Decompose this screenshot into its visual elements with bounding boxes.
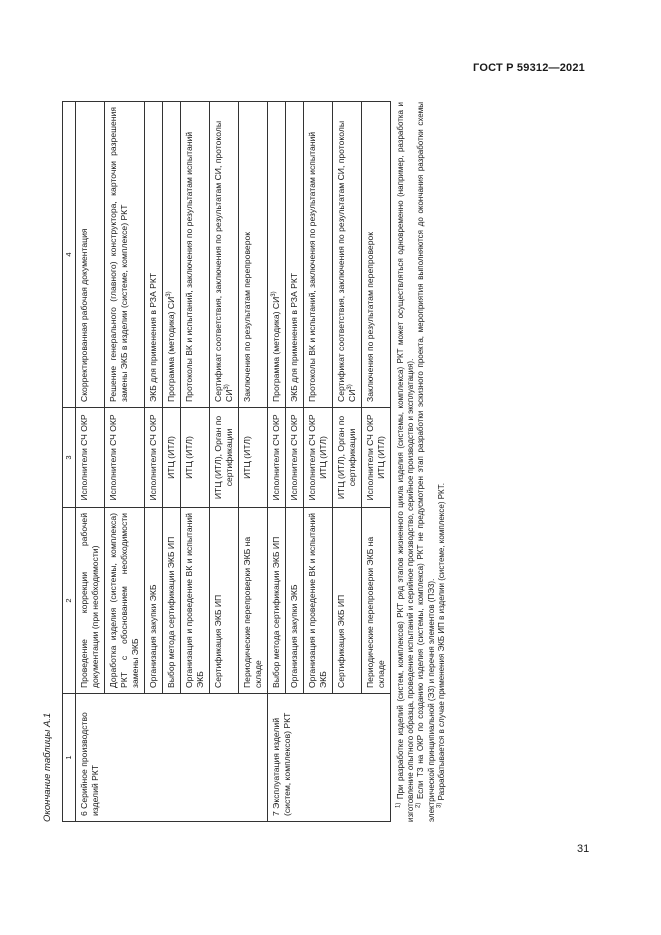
executor-cell: Исполнители СЧ ОКР ИТЦ (ИТЛ) — [304, 408, 333, 508]
table-a1 — [62, 101, 391, 822]
result-cell — [163, 102, 181, 408]
column-header: 2 — [63, 508, 76, 694]
work-cell: Сертификация ЭКБ ИП — [333, 508, 362, 694]
executor-cell: Исполнители СЧ ОКР — [286, 408, 304, 508]
executor-cell: Исполнители СЧ ОКР — [76, 408, 105, 508]
executor-cell: ИТЦ (ИТЛ), Орган по сертификации — [210, 408, 239, 508]
result-text: Программа (методика) СИ — [166, 296, 176, 402]
work-cell: Организация закупки ЭКБ — [286, 508, 304, 694]
footnote-mark: 1) — [395, 802, 402, 808]
executor-cell: Исполнители СЧ ОКР ИТЦ (ИТЛ) — [362, 408, 391, 508]
rotated-table-block — [42, 102, 552, 822]
executor-cell: Исполнители СЧ ОКР — [105, 408, 145, 508]
work-cell: Периодические перепроверки ЭКБ на складе — [239, 508, 268, 694]
column-header: 1 — [63, 694, 76, 822]
work-cell: Организация закупки ЭКБ — [145, 508, 163, 694]
work-cell: Организация и проведение ВК и испытаний ЭКБ — [304, 508, 333, 694]
table-row — [268, 102, 286, 822]
footnote-mark: 3) — [436, 802, 443, 808]
executor-cell: Исполнители СЧ ОКР — [268, 408, 286, 508]
result-cell — [210, 102, 239, 408]
executor-cell: ИТЦ (ИТЛ) — [163, 408, 181, 508]
stage-cell: 6 Серийное производство изделий РКТ — [76, 694, 268, 822]
result-text: Скорректированная рабочая документация — [79, 228, 89, 402]
executor-cell: ИТЦ (ИТЛ), Орган по сертификации — [333, 408, 362, 508]
result-cell — [239, 102, 268, 408]
result-text: Решение генерального (главного) конструктора, карточки разрешения замены ЭКБ в изделии (системе, комплексе) РКТ — [108, 107, 129, 402]
table-row — [76, 102, 105, 822]
result-cell — [333, 102, 362, 408]
footnote-text: Разрабатывается в случае применения ЭКБ ИП в изделии (системе, комплексе) РКТ. — [436, 483, 446, 801]
table-header-row — [63, 102, 76, 822]
result-text: Сертификат соответствия, заключения по результатам СИ, протоколы СИ — [213, 120, 234, 402]
footnote-ref: 3) — [347, 384, 354, 390]
result-cell — [286, 102, 304, 408]
result-text: Заключения по результатам перепроверок — [242, 231, 252, 402]
footnote-ref: 3) — [224, 384, 231, 390]
work-cell: Организация и проведение ВК и испытаний ЭКБ — [181, 508, 210, 694]
work-cell: Доработка изделия (системы, комплекса) РКТ с обоснованием необходимости замены ЭКБ — [105, 508, 145, 694]
page-number: 31 — [577, 843, 590, 855]
result-text: ЭКБ для применения в РЗА РКТ — [148, 272, 158, 402]
footnote-text: Если ТЗ на ОКР по созданию изделия (системы, комплекса) РКТ не предусмотрен этап разработки эскизного проекта, мероприятия выполняются до окончания разработки схемы электрической принципиальной (Э3) и перечня элементов (ПЭ3). — [416, 102, 436, 822]
result-text: ЭКБ для применения в РЗА РКТ — [289, 272, 299, 402]
result-text: Программа (методика) СИ — [271, 296, 281, 402]
footnote — [416, 102, 436, 822]
result-text: Заключения по результатам перепроверок — [365, 231, 375, 402]
executor-cell: ИТЦ (ИТЛ) — [239, 408, 268, 508]
work-cell: Проведение коррекции рабочей документации (при необходимости) — [76, 508, 105, 694]
executor-cell: Исполнители СЧ ОКР — [145, 408, 163, 508]
footnote-ref: 3) — [271, 291, 278, 297]
table-caption: Окончание таблицы А.1 — [42, 712, 53, 822]
result-cell — [268, 102, 286, 408]
footnote — [437, 102, 447, 822]
result-cell — [362, 102, 391, 408]
result-text: Протоколы ВК и испытаний, заключения по результатам испытаний — [307, 131, 317, 402]
result-text: Сертификат соответствия, заключения по результатам СИ, протоколы СИ — [336, 120, 357, 402]
result-cell — [304, 102, 333, 408]
work-cell: Периодические перепроверки ЭКБ на складе — [362, 508, 391, 694]
result-cell — [181, 102, 210, 408]
footnote-text: При разработке изделий (систем, комплексов) РКТ ряд этапов жизненного цикла изделия (системы, комплекса) РКТ может осуществляться одновременно (например, разработка и изготовление опытного образца, проведение испытаний и серийное производство, серийное производство и эксплуатация). — [396, 102, 416, 822]
result-cell — [76, 102, 105, 408]
stage-cell: 7 Эксплуатация изделий (систем, комплексов) РКТ — [268, 694, 391, 822]
footnote-ref: 3) — [166, 291, 173, 297]
result-cell — [145, 102, 163, 408]
column-header: 4 — [63, 102, 76, 408]
result-cell — [105, 102, 145, 408]
standard-header: ГОСТ Р 59312—2021 — [473, 62, 585, 74]
footnote-mark: 2) — [415, 802, 422, 808]
executor-cell: ИТЦ (ИТЛ) — [181, 408, 210, 508]
work-cell: Выбор метода сертификации ЭКБ ИП — [163, 508, 181, 694]
result-text: Протоколы ВК и испытаний, заключения по результатам испытаний — [184, 131, 194, 402]
footnote — [396, 102, 416, 822]
column-header: 3 — [63, 408, 76, 508]
footnotes — [396, 102, 447, 822]
work-cell: Выбор метода сертификации ЭКБ ИП — [268, 508, 286, 694]
work-cell: Сертификация ЭКБ ИП — [210, 508, 239, 694]
